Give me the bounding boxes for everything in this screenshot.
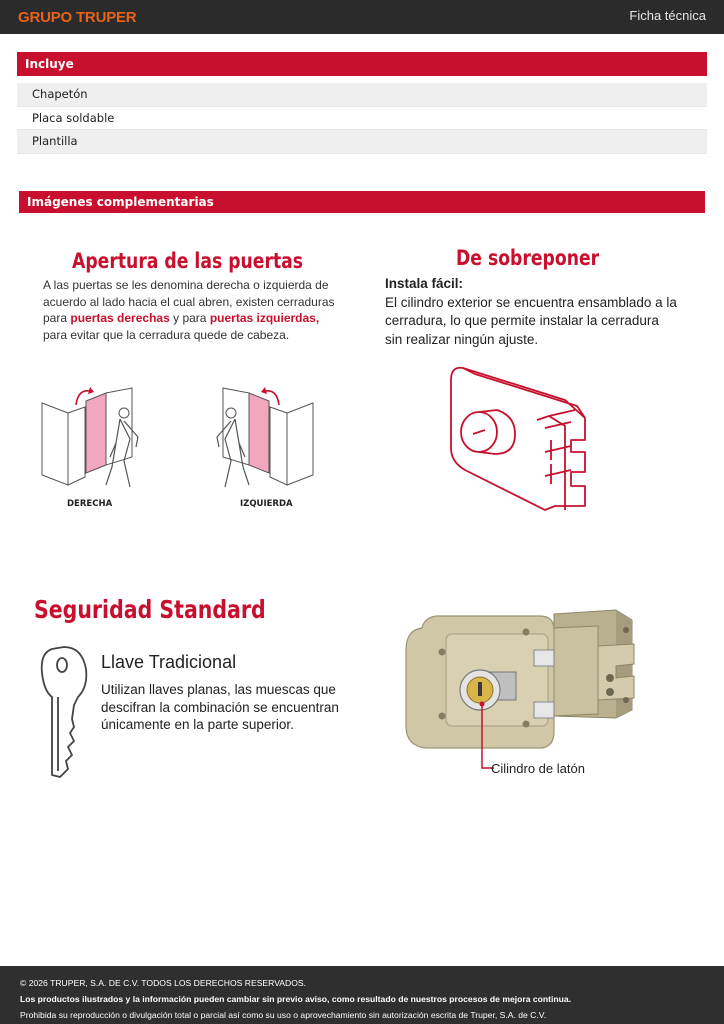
door-left-label: IZQUIERDA bbox=[240, 499, 293, 509]
images-header: Imágenes complementarias bbox=[19, 191, 705, 213]
key-title: Llave Tradicional bbox=[101, 652, 237, 672]
lock-product-illustration bbox=[402, 606, 722, 786]
brand-logo: GRUPO TRUPER bbox=[18, 9, 137, 26]
document-type: Ficha técnica bbox=[629, 8, 706, 23]
cylinder-label: Cilindro de latón bbox=[491, 761, 585, 776]
sobreponer-title: De sobreponer bbox=[456, 246, 600, 270]
sobreponer-text: Instala fácil: El cilindro exterior se encuentra ensamblado a la cerradura, lo que permite instalar la cerradura sin realizar ningún ajuste. bbox=[385, 276, 677, 347]
sobreponer-subtitle: Instala fácil: bbox=[385, 276, 464, 291]
seguridad-title: Seguridad Standard bbox=[34, 595, 266, 624]
list-item: Placa soldable bbox=[17, 107, 707, 131]
apertura-title: Apertura de las puertas bbox=[72, 249, 304, 273]
key-illustration bbox=[38, 645, 90, 780]
footer bbox=[0, 966, 724, 1024]
apertura-text: A las puertas se les denomina derecha o izquierda de acuerdo al lado hacia el cual abren, existen cerraduras para puertas derechas y para puertas izquierdas, para evitar que la cerradura quede de cabeza. bbox=[43, 278, 335, 342]
includes-header: Incluye bbox=[17, 52, 707, 76]
legal-notice: Prohibida su reproducción o divulgación total o parcial así como su uso o aprovechamiento sin autorización escrita de Truper, S.A. de C.V. bbox=[20, 1010, 547, 1020]
key-text: Utilizan llaves planas, las muescas que descifran la combinación se encuentran únicamente en la parte superior. bbox=[101, 682, 339, 732]
list-item: Plantilla bbox=[17, 130, 707, 154]
includes-list bbox=[17, 83, 707, 154]
disclaimer: Los productos ilustrados y la información pueden cambiar sin previo aviso, como resultado de nuestros procesos de mejora continua. bbox=[20, 994, 572, 1004]
door-right-illustration bbox=[40, 385, 150, 495]
copyright: © 2026 TRUPER, S.A. DE C.V. TODOS LOS DERECHOS RESERVADOS. bbox=[20, 978, 307, 988]
list-item: Chapetón bbox=[17, 83, 707, 107]
top-bar bbox=[0, 0, 724, 34]
lock-outline-illustration bbox=[445, 360, 595, 515]
door-right-label: DERECHA bbox=[67, 499, 113, 509]
door-left-illustration bbox=[205, 385, 315, 495]
